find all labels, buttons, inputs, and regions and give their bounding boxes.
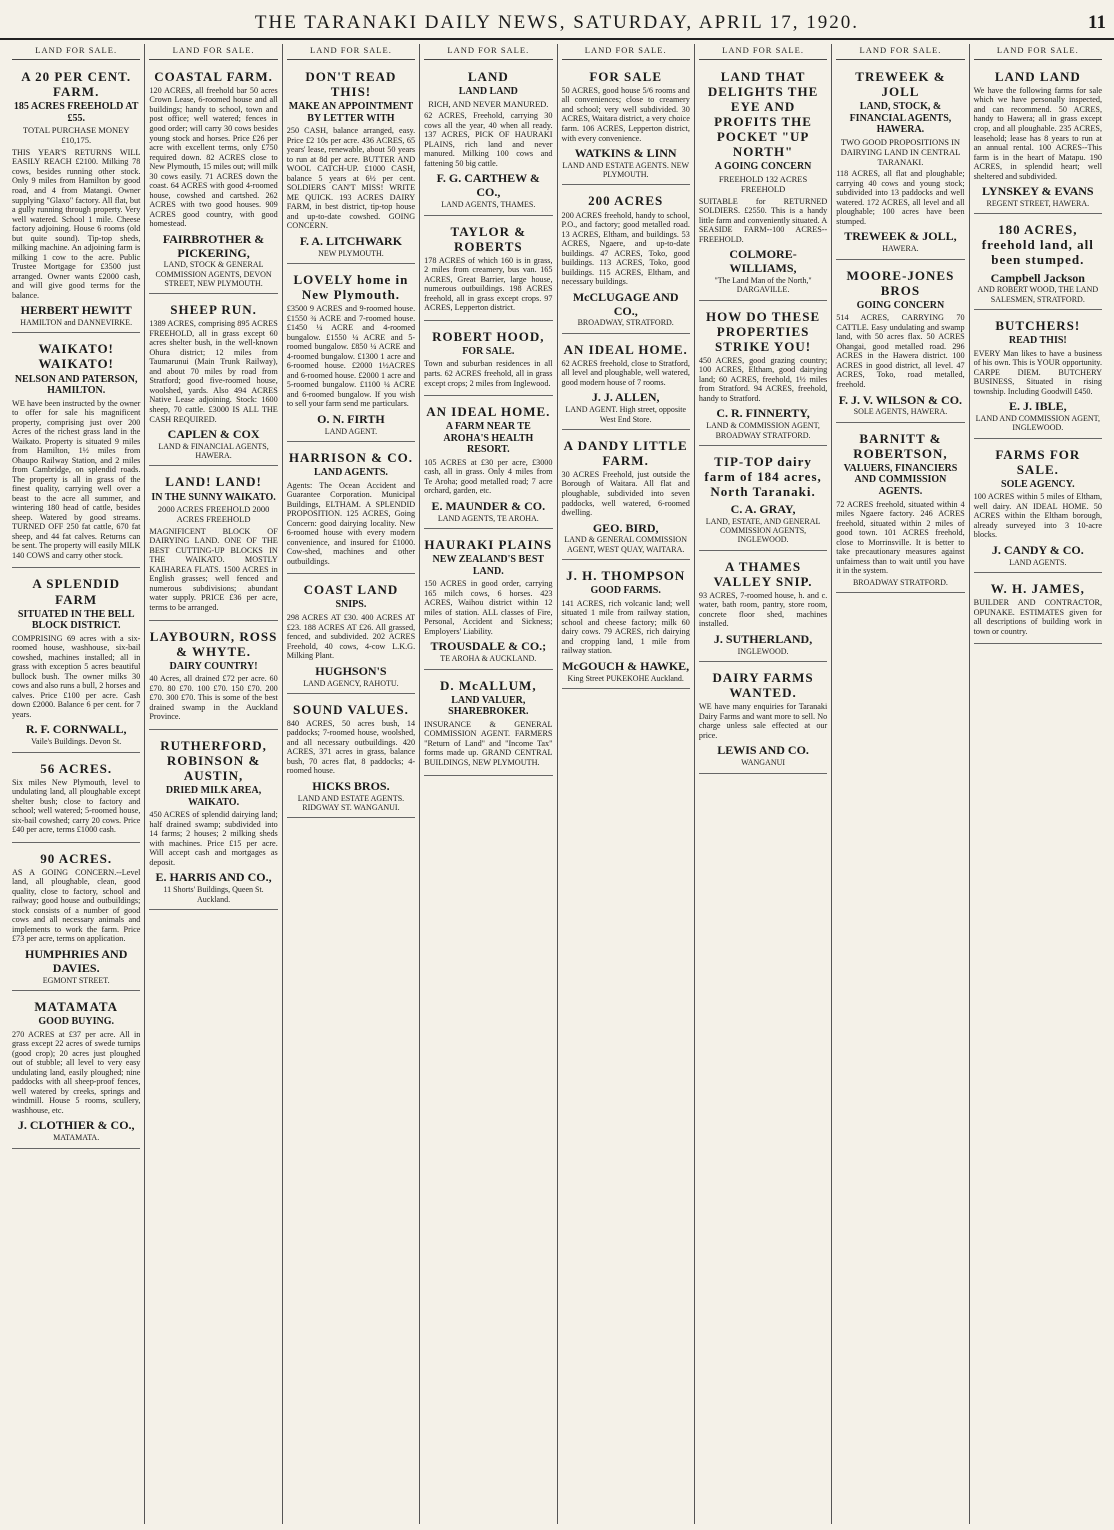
ad-lead: FOR SALE.	[462, 345, 515, 357]
ad-title: BUTCHERS!	[995, 317, 1081, 333]
ad-body: 200 ACRES freehold, handy to school, P.O., and factory; good metalled road. 13 ACRES, Eltham, and buildings. 53 ACRES, Ngaere, and up-to-date buildings. 47 ACRES, Toko, good buildings. 113 ACRES, Toko, good buildings. 115 ACRES, Eltham, and necessary buildings.	[561, 210, 690, 287]
ad-lead: NEW ZEALAND'S BEST LAND.	[432, 554, 545, 577]
ad-agent-address: LAND AGENTS.	[1009, 557, 1067, 567]
ad-agent-address: LAND & COMMISSION AGENT, BROADWAY STRATFORD.	[706, 421, 820, 440]
ad-body: WE have been instructed by the owner to offer for sale his magnificent property, comprising just over 200 Acres of the richest grass land in the Waikato. Property is situated 9 miles from Hamilton, 1½ miles from Ohaupo Railway Station, and 2 miles from Cambridge, on splendid roads. The property is all in grass of the finest quality, carrying well over a beast to the acre all summer, and wintering 180 head of cattle, besides sheep. Watered by good streams. TURNED OFF 250 fat cattle, 670 fat sheep, and 44 fat calves. Returns can be sent. The property will easily MILK 140 COWS and carry other stock.	[12, 398, 141, 560]
page-number: 11	[1088, 12, 1106, 33]
ad-body: INSURANCE & GENERAL COMMISSION AGENT. FARMERS "Return of Land" and "Income Tax" forms made up. GRAND CENTRAL BUILDINGS, NEW PLYMOUTH.	[424, 719, 553, 767]
ad-lead: LAND LAND	[458, 85, 518, 97]
ad-agent-name: R. F. CORNWALL,	[25, 722, 127, 737]
advertisement	[699, 64, 827, 301]
ad-body: THIS YEAR'S RETURNS WILL EASILY REACH £2100. Milking 78 cows, besides running other stock. Only 9 miles from Hamilton by good road, and 4 from Matangi. Owner supplying "Glaxo" factory. All flat, but a gully running through property. Very well watered. School 1 mile. Cheese factory adjoining. House 6 rooms (old but quite sound). Tip-top sheds, milking machine. An adjoining farm is milking 1 cow to the acre. Public Trustee Mortgage for £3500 just arranged. Owner wants £2000 cash, and will give good terms for the balance.	[12, 147, 141, 300]
ad-body: 105 ACRES at £30 per acre, £3000 cash, all in grass. Only 4 miles from Te Aroha; good metalled road; 7 acre orchard, garden, etc.	[424, 457, 553, 496]
advertisement	[562, 64, 690, 186]
ad-agent-name: F. G. CARTHEW & CO.,	[436, 171, 540, 200]
ad-title: FARMS FOR SALE.	[995, 446, 1081, 477]
column-header: LAND FOR SALE.	[562, 44, 690, 60]
ad-title: 90 ACRES.	[40, 850, 113, 866]
advertisement	[149, 469, 277, 620]
ad-title: 56 ACRES.	[40, 760, 113, 776]
column-header: LAND FOR SALE.	[149, 44, 277, 60]
ad-title: A DANDY LITTLE FARM.	[563, 437, 688, 468]
ad-agent-name: F. A. LITCHWARK	[299, 233, 403, 248]
advertisement	[424, 673, 552, 776]
column-header: LAND FOR SALE.	[974, 44, 1102, 60]
ad-agent-name: COLMORE-WILLIAMS,	[729, 247, 797, 276]
ad-body: WE have many enquiries for Taranaki Dairy Farms and want more to sell. No charge unless sale effected at our price.	[698, 702, 828, 740]
ad-agent-address: AND ROBERT WOOD, THE LAND SALESMEN, STRATFORD.	[977, 285, 1099, 304]
advertisement	[12, 756, 140, 843]
advertisement	[149, 297, 277, 466]
ad-body: Town and suburban residences in all parts. 62 ACRES freehold, all in grass except crops; 2 miles from Inglewood.	[424, 359, 553, 388]
ad-body: AS A GOING CONCERN.--Level land, all ploughable, clean, good quality, close to factory, school and railway; good house and outbuildings; stock consists of a number of good cows and all necessary animals and implements to work the farm. Price £73 per acre, terms on application.	[12, 867, 141, 944]
ad-body: 178 ACRES of which 160 is in grass, 2 miles from creamery, bus van. 165 ACRES, Great Barrier, large house, numerous outbuildings. 198 ACRES freehold, all in grass except crops. 97 ACRES, Lepperton district.	[424, 255, 553, 313]
ad-body: 450 ACRES of splendid dairying land; half drained swamp; subdivided into 14 farms; 2 houses; 2 milking sheds with machines. Price £15 per acre. Will accept cash and mortgages as deposit.	[149, 810, 278, 867]
ad-title: HARRISON & CO.	[288, 450, 414, 466]
ad-lead: SNIPS.	[335, 599, 367, 611]
advertisement	[287, 445, 415, 574]
column-4	[420, 44, 557, 1524]
ad-title: LAND LAND	[994, 68, 1081, 84]
ad-body: 118 ACRES, all flat and ploughable; carrying 40 cows and young stock; subdivided into 13 paddocks and well watered. 172 ACRES, all level and all ploughable; 100 acres have been stumped.	[836, 169, 965, 226]
ad-title: A SPLENDID FARM	[32, 576, 121, 607]
ad-agent-name: O. N. FIRTH	[317, 411, 385, 426]
ad-title: 200 ACRES	[588, 193, 664, 209]
advertisement	[562, 563, 690, 689]
column-2	[145, 44, 282, 1524]
ad-body: 514 ACRES, CARRYING 70 CATTLE. Easy undulating and swamp land, with 50 acres flax. 50 ACRES Ohangai, good metalled road. 296 ACRES in the Hawera district. 100 ACRES in good district, all level. 47 ACRES, Toko, road metalled, freehold.	[836, 313, 965, 389]
ad-subheading: TWO GOOD PROPOSITIONS IN DAIRYING LAND IN CENTRAL TARANAKI.	[840, 136, 961, 167]
ad-agent-address: 11 Shorts' Buildings, Queen St. Auckland.	[163, 885, 264, 904]
column-header: LAND FOR SALE.	[699, 44, 827, 60]
ad-lead: GOOD BUYING.	[38, 1016, 114, 1028]
ad-agent-address: HAMILTON and DANNEVIRKE.	[20, 318, 133, 328]
ad-agent-name: LEWIS AND CO.	[717, 743, 809, 758]
advertisement	[836, 263, 964, 423]
ad-agent-address: HAWERA.	[882, 244, 919, 254]
advertisement	[149, 733, 277, 910]
ad-body: SUITABLE for RETURNED SOLDIERS. £2550. This is a handy little farm and conveniently situated. A SEASIDE FARM--100 ACRES--FREEHOLD.	[698, 196, 828, 244]
ad-lead: MAKE AN APPOINTMENT BY LETTER WITH	[288, 101, 414, 124]
column-5	[558, 44, 695, 1524]
ad-agent-address: Vaile's Buildings. Devon St.	[31, 737, 122, 747]
column-header: LAND FOR SALE.	[424, 44, 552, 60]
advertisement	[836, 426, 964, 593]
advertisement	[562, 433, 690, 560]
advertisement	[424, 324, 552, 396]
ad-agent-address: SOLE AGENTS, HAWERA.	[853, 407, 948, 417]
ad-title: TAYLOR & ROBERTS	[450, 223, 527, 254]
ad-title: MATAMATA	[34, 999, 118, 1015]
ad-body: 120 ACRES, all freehold bar 50 acres Crown Lease, 6-roomed house and all buildings; handy to school, town and post office; well watered; fences in good order; will carry 30 cows besides young stock and horses. Price £26 per acre with excellent terms, only £750 required down. 82 ACRES close to New Plymouth, 15 miles out; will milk 30 cows easily. 71 ACRES down the coast. 64 ACRES with good 4-roomed house, cowshed and cartshed. 262 ACRES with two good houses. 909 ACRES good country, with good homestead.	[149, 85, 278, 229]
ad-title: J. H. THOMPSON	[566, 567, 686, 583]
column-6	[695, 44, 832, 1524]
column-3	[283, 44, 420, 1524]
ad-lead: LAND AGENTS.	[313, 467, 388, 479]
ad-title: LAND THAT DELIGHTS THE EYE AND PROFITS THE POCKET "UP NORTH"	[707, 68, 819, 160]
masthead	[0, 8, 1114, 40]
ad-agent-name: LYNSKEY & EVANS	[982, 184, 1094, 199]
advertisement	[12, 994, 140, 1148]
advertisement	[974, 64, 1102, 214]
ad-agent-name: HUGHSON'S	[315, 663, 387, 678]
ad-agent-address: NEW PLYMOUTH.	[318, 248, 384, 258]
ad-agent-address: "The Land Man of the North," DARGAVILLE.	[714, 276, 812, 295]
ad-lead: GOING CONCERN	[856, 299, 945, 311]
column-header: LAND FOR SALE.	[836, 44, 964, 60]
ad-subheading: 2000 ACRES FREEHOLD 2000 ACRES FREEHOLD	[157, 504, 270, 524]
column-1	[8, 44, 145, 1524]
ad-agent-address: LAND AND ESTATE AGENTS. NEW PLYMOUTH.	[562, 160, 690, 180]
ad-lead: IN THE SUNNY WAIKATO.	[151, 491, 276, 503]
advertisement	[12, 64, 140, 333]
ad-title: RUTHERFORD, ROBINSON & AUSTIN,	[160, 737, 267, 783]
advertisement	[974, 442, 1102, 574]
ad-body: 30 ACRES Freehold, just outside the Borough of Waitara. All flat and ploughable, subdivided into seven paddocks, well watered, 6-roomed dwelling.	[561, 469, 690, 518]
ad-agent-name: HERBERT HEWITT	[20, 303, 132, 318]
advertisement	[424, 64, 552, 216]
advertisement	[149, 624, 277, 730]
ad-lead: DAIRY COUNTRY!	[169, 660, 258, 672]
advertisement	[974, 313, 1102, 439]
ad-body: 141 ACRES, rich volcanic land; well situated 1 mile from railway station, school and cheese factory; milk 60 dairy cows. 79 ACRES, rich dairying and cropping land, 1 mile from railway station.	[561, 598, 690, 656]
advertisement	[12, 571, 140, 752]
ad-agent-address: LAND AGENTS, THAMES.	[441, 200, 536, 210]
columns	[8, 44, 1106, 1524]
ad-body: 72 ACRES freehold, situated within 4 miles Ngaere factory. 246 ACRES freehold, situated within 2 miles of good town. 101 ACRES freehold, close to Morrinsville. It is better to take precautionary measures against unfairness than to wait until you have it in the system.	[836, 499, 965, 576]
ad-body: We have the following farms for sale which we have personally inspected, and can recommend. 50 ACRES, handy to Hawera; all in grass except crop, and all ploughable. 235 ACRES, leasehold; lease has 8 years to run at an annual rental. 100 ACRES--This farm is in the heart of Matapu. 190 ACRES, in splendid heart; well sheltered and subdivided.	[973, 85, 1102, 181]
ad-lead: LAND VALUER, SHAREBROKER.	[448, 694, 529, 718]
ad-agent-address: LAND & GENERAL COMMISSION AGENT, WEST QUAY, WAITARA.	[564, 535, 687, 554]
ad-agent-name: E. MAUNDER & CO.	[431, 498, 546, 513]
ad-body: 100 ACRES within 5 miles of Eltham, well dairy. AN IDEAL HOME. 50 ACRES within the Eltham borough, already surveyed into 3 10-acre blocks.	[973, 492, 1102, 540]
ad-body: COMPRISING 69 acres with a six-roomed house, washhouse, six-bail cowshed, machines installed; all in grass with exception 5 acres beautiful bullock bush. The owner milks 30 cows and also runs a bull, 2 horses and calves. Price £100 per acre. Cash down £2000. Balance 6 per cent. for 7 years.	[12, 633, 141, 719]
ad-agent-name: J. SUTHERLAND,	[713, 631, 813, 646]
ad-agent-name: J. J. ALLEN,	[591, 390, 660, 405]
ad-body: 840 ACRES, 50 acres bush, 14 paddocks; 7-roomed house, woolshed, and all necessary outbuildings. 420 ACRES, 371 acres in grass, balance bush, 70 acres flat, 8 paddocks; 4-roomed house.	[286, 718, 416, 776]
ad-agent-address: TE AROHA & AUCKLAND.	[440, 654, 537, 664]
ad-agent-name: HICKS BROS.	[312, 778, 390, 793]
ad-title: LAND! LAND!	[165, 474, 262, 490]
ad-body: 93 ACRES, 7-roomed house, h. and c. water, bath room, pantry, store room, concrete floor shed, machines installed.	[698, 590, 828, 629]
ad-title: AN IDEAL HOME.	[426, 404, 551, 420]
advertisement	[287, 267, 415, 442]
ad-agent-name: E. J. IBLE,	[1008, 399, 1067, 414]
ad-title: ROBERT HOOD,	[432, 328, 545, 344]
ad-body: 62 ACRES, Freehold, carrying 30 cows all the year, 40 when all ready. 137 ACRES, PICK OF HAURAKI PLAINS, rich land and never manured. Milking 100 cows and fattening 50 big cattle.	[424, 111, 553, 168]
ad-agent-address: LAND AGENT. High street, opposite West End Store.	[565, 405, 687, 424]
column-header: LAND FOR SALE.	[12, 44, 140, 60]
ad-agent-name: TREWEEK & JOLL,	[844, 229, 957, 244]
ad-title: HAURAKI PLAINS	[424, 537, 553, 553]
masthead-title: THE TARANAKI DAILY NEWS, SATURDAY, APRIL 17, 1920.	[254, 12, 860, 33]
ad-agent-address: LAND AGENT.	[324, 426, 378, 436]
advertisement	[699, 554, 827, 662]
advertisement	[974, 217, 1102, 310]
ad-agent-address: LAND, STOCK & GENERAL COMMISSION AGENTS, DEVON STREET, NEW PLYMOUTH.	[155, 260, 272, 289]
ad-agent-name: GEO. BIRD,	[592, 520, 659, 535]
ad-body: 62 ACRES freehold, close to Stratford, all level and ploughable, well watered, good modern house of 7 rooms.	[561, 358, 690, 387]
ad-agent-name: FAIRBROTHER & PICKERING,	[162, 231, 265, 260]
ad-title: TREWEEK & JOLL	[855, 68, 946, 99]
ad-title: SHEEP RUN.	[170, 302, 257, 318]
advertisement	[287, 697, 415, 819]
ad-agent-address: WANGANUI	[741, 758, 786, 768]
ad-lead: A GOING CONCERN	[714, 161, 812, 173]
ad-agent-name: C. R. FINNERTY,	[716, 406, 810, 421]
advertisement	[287, 577, 415, 693]
advertisement	[562, 337, 690, 430]
advertisement	[974, 576, 1102, 644]
ad-title: D. McALLUM,	[440, 677, 537, 693]
ad-agent-address: REGENT STREET, HAWERA.	[986, 199, 1090, 208]
ad-title: BARNITT & ROBERTSON,	[853, 430, 948, 461]
ad-title: DAIRY FARMS WANTED.	[712, 670, 814, 701]
ad-agent-name: C. A. GRAY,	[730, 502, 796, 517]
ad-body: MAGNIFICENT BLOCK OF DAIRYING LAND. ONE OF THE BEST CUTTING-UP BLOCKS IN THE WAIKATO. MOSTLY KAIHAREA FLATS. 1500 ACRES in English grasses; well fenced and numerous subdivisions; abundant water supply. PRICE £36 per acre, terms to be arranged.	[149, 526, 278, 612]
advertisement	[149, 64, 277, 294]
ad-agent-name: TROUSDALE & CO.;	[430, 639, 547, 654]
ad-title: WAIKATO! WAIKATO!	[38, 341, 114, 372]
ad-agent-address: LAND AND COMMISSION AGENT, INGLEWOOD.	[975, 414, 1100, 433]
ad-body: Agents: The Ocean Accident and Guarantee Corporation. Municipal Buildings, ELTHAM. A SPLENDID PROPOSITION. 125 ACRES, Going Concern: good dairying locality. New 6-roomed house with every modern convenience, and insured for £1000. Cow-shed, machines and other outbuildings.	[286, 480, 416, 566]
ad-title: MOORE-JONES BROS	[846, 267, 955, 298]
ad-agent-address: LAND AND ESTATE AGENTS. RIDGWAY ST. WANGANUI.	[297, 793, 405, 813]
column-8	[970, 44, 1106, 1524]
advertisement	[12, 846, 140, 991]
ad-title: LAND	[467, 68, 509, 84]
ad-body: 250 CASH, balance arranged, easy. Price £2 10s per acre. 436 ACRES, 65 years' lease, renewable, about 50 years to run at 8d per acre. BUTTER AND WOOL CATCH-UP. £1000 CASH, balance 5 years at 6½ per cent. SOLDIERS CAN'T MISS! WRITE ME QUICK. 193 ACRES DAIRY FARM, in best district, tip-top house and up-to-date cowshed. GOING CONCERN.	[286, 126, 416, 231]
advertisement	[699, 665, 827, 773]
ad-lead: DRIED MILK AREA, WAIKATO.	[165, 785, 262, 808]
advertisement	[424, 399, 552, 529]
advertisement	[12, 336, 140, 568]
ad-agent-address: BROADWAY, STRATFORD.	[577, 318, 674, 328]
advertisement	[287, 64, 415, 264]
ad-title: 180 ACRES, freehold land, all been stumped.	[981, 222, 1094, 268]
ad-agent-address: EGMONT STREET.	[42, 975, 110, 985]
ad-agent-name: McGOUCH & HAWKE,	[562, 658, 690, 673]
ad-lead: SOLE AGENCY.	[1001, 478, 1075, 490]
ad-agent-address: LAND & FINANCIAL AGENTS, HAWERA.	[158, 441, 269, 461]
column-7	[832, 44, 969, 1524]
ad-agent-name: CAPLEN & COX	[167, 427, 260, 442]
column-header: LAND FOR SALE.	[287, 44, 415, 60]
ad-agent-name: HUMPHRIES AND DAVIES.	[25, 946, 128, 975]
ad-title: A 20 PER CENT. FARM.	[21, 68, 132, 99]
advertisement	[424, 219, 552, 321]
ad-body: BUILDER AND CONTRACTOR, OPUNAKE. ESTIMATES given for all descriptions of building work in town or country.	[973, 598, 1102, 636]
ad-lead: VALUERS, FINANCIERS AND COMMISSION AGENTS.	[843, 462, 958, 498]
ad-title: FOR SALE	[589, 68, 663, 84]
ad-body: 298 ACRES AT £30. 400 ACRES AT £23. 188 ACRES AT £26. All grassed, fenced, and subdivided. 202 ACRES Freehold, 40 cows, 4-cow L.K.G. Milking Plant.	[286, 613, 416, 661]
ad-title: DON'T READ THIS!	[305, 68, 397, 99]
ad-title: HOW DO THESE PROPERTIES STRIKE YOU!	[706, 308, 821, 354]
ad-body: Six miles New Plymouth, level to undulating land, all ploughable except shelter bush; close to factory and school; well watered; 5-roomed house, six-bail cowshed; carry 20 cows. Price £40 per acre, terms £1000 cash.	[12, 777, 141, 835]
ad-body: 270 ACRES at £37 per acre. All in grass except 22 acres of swede turnips (good crop); 20 acres just ploughed out of stubble; all level to very easy undulating land, easily ploughed; nine paddocks with all sheep-proof fences, well watered by creeks, springs and windmill. House 5 rooms, scullery, washhouse, etc.	[12, 1029, 141, 1115]
ad-title: COAST LAND	[303, 582, 399, 598]
ad-agent-address: LAND AGENTS, TE AROHA.	[437, 513, 539, 523]
ad-agent-address: BROADWAY STRATFORD.	[852, 577, 948, 587]
ad-subheading: FREEHOLD 132 ACRES FREEHOLD	[718, 173, 808, 194]
ad-agent-name: J. CANDY & CO.	[991, 542, 1084, 557]
ad-lead: LAND, STOCK, & FINANCIAL AGENTS, HAWERA.	[849, 101, 952, 136]
ad-body: 40 Acres, all drained £72 per acre. 60 £70. 80 £70. 100 £70. 150 £70. 200 £70. 300 £70. This is some of the best drained swamp in the Auckland Province.	[149, 674, 278, 722]
ad-subheading: TOTAL PURCHASE MONEY £10,175.	[22, 125, 130, 146]
ad-agent-address: LAND AGENCY, RAHOTU.	[303, 678, 399, 688]
ad-agent-name: Campbell Jackson	[990, 270, 1085, 285]
ad-body: 150 ACRES in good order, carrying 165 milch cows, 6 horses. 423 ACRES, Waihou district within 12 miles of station. ALL classes of Fire, Personal, Accident and Sickness; Employers' Liability.	[424, 579, 553, 636]
advertisement	[699, 304, 827, 446]
ad-agent-name: E. HARRIS AND CO.,	[155, 870, 272, 885]
ad-agent-address: King Street PUKEKOHE Auckland.	[567, 673, 684, 683]
ad-lead: GOOD FARMS.	[590, 585, 661, 597]
ad-agent-name: McCLUGAGE AND CO.,	[572, 289, 679, 318]
ad-body: £3500 9 ACRES and 9-roomed house. £1550 ¾ ACRE and 7-roomed house. £1450 ¼ ACRE and 4-roomed bungalow. £1550 ¼ ACRE and 5-roomed bungalow. £850 ¼ ACRE and 4-roomed bungalow. £1300 1 acre and 6-roomed house. £2000 1½ACRES and 6-roomed house. £2000 1 acre and 5-roomed bungalow. £1100 ¼ ACRE and 6-roomed bungalow. If you wish to sell your farm send me particulars.	[286, 304, 416, 409]
ad-agent-address: LAND, ESTATE, AND GENERAL COMMISSION AGENTS, INGLEWOOD.	[705, 516, 821, 545]
ad-title: AN IDEAL HOME.	[563, 341, 688, 357]
ad-body: 1389 ACRES, comprising 895 ACRES FREEHOLD, all in grass except 60 acres shelter bush, in the well-known Ohura district; 12 miles from Taumarunui (Main Trunk Railway), and about 70 miles by road from Stratford; good five-roomed house, woolshed, yards. Also 494 ACRES Native Lease adjoining. Stock: 1600 sheep, 70 cattle. £3000 IS ALL THE CASH REQUIRED.	[149, 319, 278, 424]
ad-title: LAYBOURN, ROSS & WHYTE.	[149, 628, 278, 659]
ad-lead: 185 ACRES FREEHOLD AT £55.	[13, 101, 139, 124]
ad-agent-name: F. J. V. WILSON & CO.	[838, 392, 963, 407]
ad-lead: NELSON AND PATERSON, HAMILTON.	[14, 373, 138, 397]
ad-agent-name: J. CLOTHIER & CO.,	[17, 1118, 135, 1133]
ad-title: A THAMES VALLEY SNIP.	[713, 558, 813, 589]
ad-lead: SITUATED IN THE BELL BLOCK DISTRICT.	[17, 608, 135, 632]
advertisement	[562, 188, 690, 333]
ad-title: TIP-TOP dairy farm of 184 acres, North Taranaki.	[704, 453, 822, 499]
ad-title: SOUND VALUES.	[293, 701, 409, 717]
ad-title: COASTAL FARM.	[154, 68, 273, 84]
ad-lead: A FARM NEAR TE AROHA'S HEALTH RESORT.	[443, 421, 534, 456]
advertisement	[424, 532, 552, 670]
ad-agent-address: MATAMATA.	[53, 1133, 100, 1143]
ad-body: 450 ACRES, good grazing country; 100 ACRES, Eltham, good dairying land; 60 ACRES, freehold, 1½ miles from Stratford. 94 ACRES, freehold, handy to Stratford.	[698, 355, 828, 403]
ad-title: W. H. JAMES,	[990, 581, 1085, 597]
ad-agent-address: INGLEWOOD.	[737, 646, 789, 656]
ad-agent-name: WATKINS & LINN	[574, 146, 677, 161]
ad-body: 50 ACRES, good house 5/6 rooms and all conveniences; close to creamery and school; very well subdivided. 30 ACRES, Waitara district, a very choice farm. 106 ACRES, Lepperton district, with every convenience.	[561, 85, 690, 143]
advertisement	[836, 64, 964, 260]
ad-title: LOVELY home in New Plymouth.	[293, 272, 409, 303]
advertisement	[699, 449, 827, 551]
ad-lead: READ THIS!	[1008, 335, 1067, 347]
ad-body: EVERY Man likes to have a business of his own. This is YOUR opportunity. CARPE DIEM. BUTCHERY BUSINESS, Situated in rising township. Including Goodwill £450.	[973, 348, 1102, 396]
ad-subheading: RICH, AND NEVER MANURED.	[428, 98, 549, 109]
